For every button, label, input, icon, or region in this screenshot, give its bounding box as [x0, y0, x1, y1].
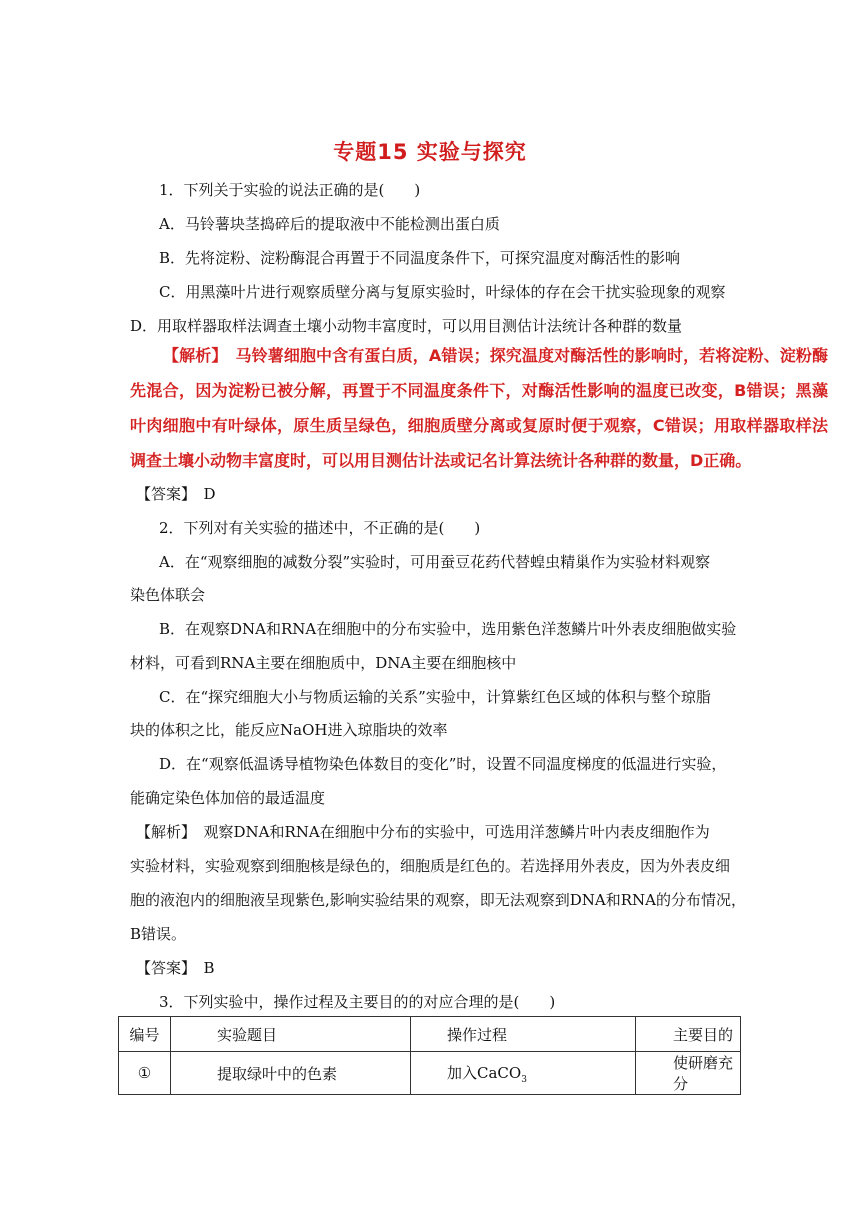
q1-option-d: D．用取样器取样法调查土壤小动物丰富度时，可以用目测估计法统计各种群的数量: [130, 317, 683, 335]
q2-analysis-line4: B错误。: [130, 925, 187, 943]
q2-option-b-line2: 材料，可看到RNA主要在细胞质中，DNA主要在细胞核中: [130, 654, 517, 672]
table-header-cell: 编号: [119, 1017, 171, 1052]
q1-analysis-tag: 【解析】: [163, 346, 228, 365]
q1-analysis-body: 马铃薯细胞中含有蛋白质，A错误；探究温度对酶活性的影响时，若将淀粉、淀粉酶先混合，因为淀粉已被分解，再置于不同温度条件下，对酶活性影响的温度已改变，B错误；黑藻叶肉细胞中有叶绿体，原生质呈绿色，细胞质壁分离或复原时便于观察，C错误；用取样器取样法调查土壤小动物丰富度时，可以用目测估计法或记名计算法统计各种群的数量，D正确。: [130, 346, 828, 470]
q2-option-b-line1: B．在观察DNA和RNA在细胞中的分布实验中，选用紫色洋葱鳞片叶外表皮细胞做实验: [159, 620, 737, 638]
experiment-table: [118, 1016, 741, 1095]
page-title: 专题15 实验与探究: [333, 140, 527, 164]
q2-option-c-line2: 块的体积之比，能反应NaOH进入琼脂块的效率: [130, 721, 448, 739]
q1-stem: 1．下列关于实验的说法正确的是( ): [159, 181, 421, 199]
table-header-cell: 实验题目: [171, 1017, 411, 1052]
table-header-row: [119, 1017, 741, 1052]
table-header-cell: 主要目的: [636, 1017, 741, 1052]
operation-subscript: 3: [521, 1074, 527, 1085]
q2-option-c-line1: C．在“探究细胞大小与物质运输的关系”实验中，计算紫红色区域的体积与整个琼脂: [159, 688, 711, 706]
q2-analysis-line1: 【解析】 观察DNA和RNA在细胞中分布的实验中，可选用洋葱鳞片叶内表皮细胞作为: [136, 823, 710, 841]
q2-option-d-line1: D．在“观察低温诱导植物染色体数目的变化”时，设置不同温度梯度的低温进行实验，: [159, 755, 727, 773]
q3-stem: 3．下列实验中，操作过程及主要目的的对应合理的是( ): [159, 993, 556, 1011]
q2-option-a-line2: 染色体联会: [130, 586, 206, 604]
q2-answer: 【答案】 B: [136, 959, 215, 977]
q2-stem: 2．下列对有关实验的描述中，不正确的是( ): [159, 519, 481, 537]
table-cell-topic: 提取绿叶中的色素: [171, 1052, 411, 1095]
operation-text: 加入CaCO: [447, 1063, 522, 1082]
table-cell-purpose: 使研磨充分: [636, 1052, 741, 1095]
q1-option-c: C．用黑藻叶片进行观察质壁分离与复原实验时，叶绿体的存在会干扰实验现象的观察: [159, 283, 726, 301]
q1-analysis: [130, 338, 828, 478]
q2-option-a-line1: A．在“观察细胞的减数分裂”实验时，可用蚕豆花药代替蝗虫精巢作为实验材料观察: [159, 553, 711, 571]
q2-analysis-line3: 胞的液泡内的细胞液呈现紫色,影响实验结果的观察，即无法观察到DNA和RNA的分布情况，: [130, 891, 747, 909]
q1-option-b: B．先将淀粉、淀粉酶混合再置于不同温度条件下，可探究温度对酶活性的影响: [159, 249, 681, 267]
table-cell-operation: [411, 1052, 636, 1095]
q2-option-d-line2: 能确定染色体加倍的最适温度: [130, 789, 326, 807]
table-cell-number: ①: [119, 1052, 171, 1095]
q2-analysis-line2: 实验材料，实验观察到细胞核是绿色的，细胞质是红色的。若选择用外表皮，因为外表皮细: [130, 857, 731, 875]
q1-option-a: A．马铃薯块茎捣碎后的提取液中不能检测出蛋白质: [159, 215, 500, 233]
q1-answer: 【答案】 D: [136, 485, 216, 503]
table-header-cell: 操作过程: [411, 1017, 636, 1052]
table-row: [119, 1052, 741, 1095]
